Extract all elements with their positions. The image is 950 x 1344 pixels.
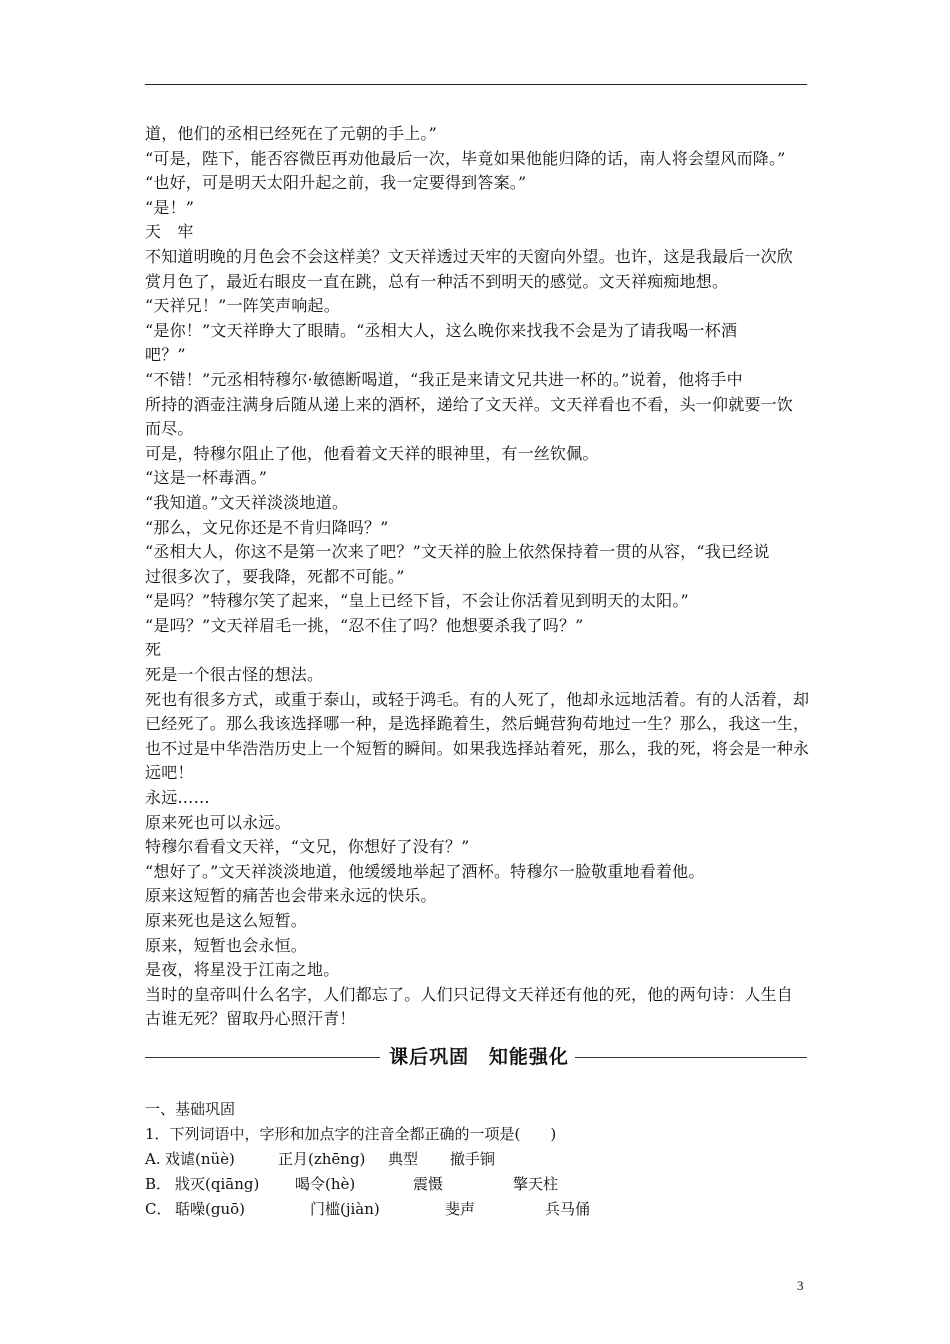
- story-line: “那么，文兄你还是不肯归降吗？”: [145, 517, 389, 537]
- option-item: 正月(zhēng): [278, 1150, 366, 1168]
- story-line: “这是一杯毒酒。”: [145, 468, 268, 488]
- story-line: 永远……: [145, 788, 210, 808]
- story-line: 吧？”: [145, 345, 186, 365]
- option-letter: B．: [145, 1175, 172, 1193]
- part-heading: 一、基础巩固: [145, 1100, 236, 1118]
- story-line: 死是一个很古怪的想法。: [145, 665, 324, 685]
- story-line: 原来死也可以永远。: [145, 812, 291, 832]
- banner-rule-right: [575, 1057, 807, 1058]
- story-line: 可是，特穆尔阻止了他，他看着文天祥的眼神里，有一丝钦佩。: [145, 443, 599, 463]
- story-line: “可是，陛下，能否容微臣再劝他最后一次，毕竟如果他能归降的话，南人将会望风而降。”: [145, 148, 786, 168]
- story-line: 也不过是中华浩浩历史上一个短暂的瞬间。如果我选择站着死，那么，我的死，将会是一种永: [145, 738, 810, 758]
- option-b: [145, 1172, 813, 1197]
- option-item: 戏谑(nüè): [165, 1150, 235, 1168]
- option-a: [145, 1147, 813, 1172]
- story-line: 当时的皇帝叫什么名字，人们都忘了。人们只记得文天祥还有他的死，他的两句诗：人生自: [145, 984, 794, 1004]
- option-item: 震慑: [413, 1175, 444, 1193]
- section-banner: [145, 1040, 807, 1072]
- banner-rule-left: [145, 1057, 380, 1058]
- story-line: 原来，短暂也会永恒。: [145, 935, 308, 955]
- story-line: “是你！”文天祥睁大了眼睛。“丞相大人，这么晚你来找我不会是为了请我喝一杯酒: [145, 320, 738, 340]
- story-subheading: 死: [145, 640, 162, 660]
- option-item: 擎天柱: [513, 1175, 559, 1193]
- exercises: [145, 1097, 813, 1222]
- option-item: 兵马俑: [545, 1200, 591, 1218]
- story-line: 古谁无死？留取丹心照汗青！: [145, 1009, 356, 1029]
- story-line: 所持的酒壶注满身后随从递上来的酒杯，递给了文天祥。文天祥看也不看，头一仰就要一饮: [145, 394, 794, 414]
- story-line: 是夜，将星没于江南之地。: [145, 960, 340, 980]
- story-line: “是吗？”特穆尔笑了起来，“皇上已经下旨，不会让你活着见到明天的太阳。”: [145, 591, 689, 611]
- story-line: “我知道。”文天祥淡淡地道。: [145, 492, 349, 512]
- story-line: “丞相大人，你这不是第一次来了吧？”文天祥的脸上依然保持着一贯的从容，“我已经说: [145, 542, 770, 562]
- story-line: 原来死也是这么短暂。: [145, 911, 308, 930]
- option-c: [145, 1197, 813, 1222]
- question-text: 1．下列词语中，字形和加点字的注音全都正确的一项是( ): [145, 1125, 557, 1143]
- option-item: 聒噪(guō): [175, 1200, 245, 1218]
- option-letter: A.: [145, 1150, 161, 1168]
- story-line: “是！”: [145, 197, 195, 217]
- story-text: [145, 122, 813, 1032]
- story-line: “想好了。”文天祥淡淡地道，他缓缓地举起了酒杯。特穆尔一脸敬重地看着他。: [145, 861, 705, 881]
- option-item: 撤手锏: [450, 1150, 496, 1168]
- option-item: 门槛(jiàn): [310, 1200, 380, 1218]
- story-line: “是吗？”文天祥眉毛一挑，“忍不住了吗？他想要杀我了吗？”: [145, 615, 584, 635]
- option-letter: C．: [145, 1200, 172, 1218]
- option-item: 喝令(hè): [295, 1175, 356, 1193]
- story-subheading: 天 牢: [145, 222, 194, 242]
- story-line: 而尽。: [145, 419, 194, 439]
- story-line: 道，他们的丞相已经死在了元朝的手上。”: [145, 124, 437, 143]
- story-line: 过很多次了，要我降，死都不可能。”: [145, 566, 405, 586]
- story-line: 远吧！: [145, 763, 194, 783]
- story-line: 原来这短暂的痛苦也会带来永远的快乐。: [145, 886, 437, 906]
- section-title-main: 课后巩固: [389, 1046, 470, 1068]
- story-line: “不错！”元丞相特穆尔·敏德断喝道，“我正是来请文兄共进一杯的。”说着，他将手中: [145, 369, 743, 389]
- story-line: “也好，可是明天太阳升起之前，我一定要得到答案。”: [145, 173, 527, 193]
- story-line: 特穆尔看看文天祥，“文兄，你想好了没有？”: [145, 837, 470, 857]
- story-line: 赏月色了，最近右眼皮一直在跳，总有一种活不到明天的感觉。文天祥痴痴地想。: [145, 271, 729, 291]
- story-line: 不知道明晚的月色会不会这样美？文天祥透过天牢的天窗向外望。也许，这是我最后一次欣: [145, 246, 794, 266]
- page-number: 3: [797, 1278, 804, 1293]
- header-rule: [145, 84, 807, 85]
- option-item: 戕灭(qiāng): [175, 1175, 260, 1193]
- option-item: 典型: [388, 1150, 419, 1168]
- option-item: 斐声: [445, 1200, 476, 1218]
- story-line: “天祥兄！”一阵笑声响起。: [145, 296, 340, 316]
- story-line: 已经死了。那么我该选择哪一种，是选择跪着生，然后蝇营狗苟地过一生？那么，我这一生，: [145, 714, 810, 734]
- section-title: [388, 1042, 570, 1069]
- section-title-sub: 知能强化: [488, 1046, 569, 1068]
- story-line: 死也有很多方式，或重于泰山，或轻于鸿毛。有的人死了，他却永远地活着。有的人活着，却: [145, 689, 810, 709]
